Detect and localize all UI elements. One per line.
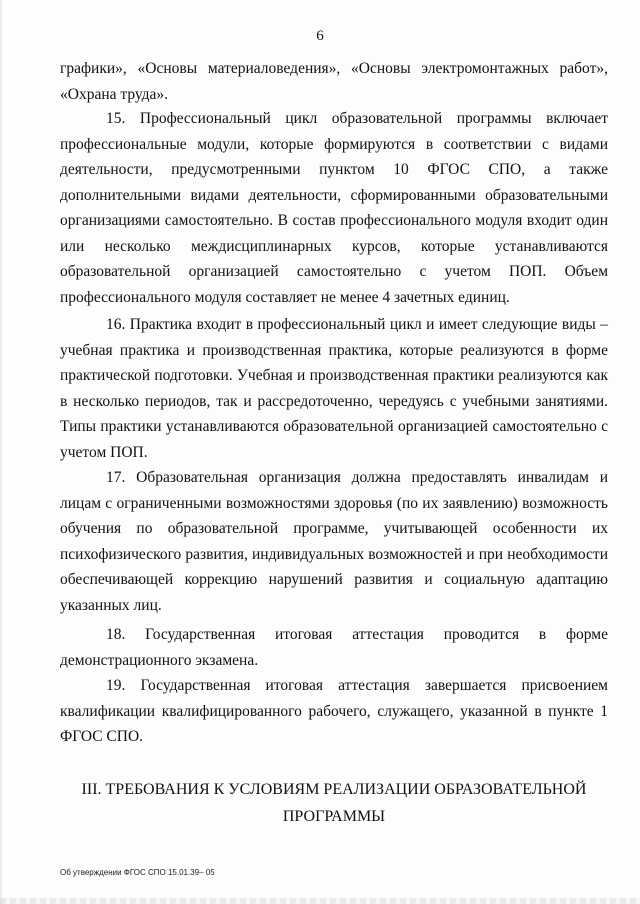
paragraph-15 (60, 106, 608, 310)
section-title: III. ТРЕБОВАНИЯ К УСЛОВИЯМ РЕАЛИЗАЦИИ ОБРАЗОВАТЕЛЬНОЙ ПРОГРАММЫ (81, 781, 587, 825)
paragraph-19 (60, 673, 608, 750)
paragraph-text: 19. Государственная итоговая аттестация завершается присвоением квалификации квалифицированного рабочего, служащего, указанной в пункте 1 ФГОС СПО. (60, 677, 608, 745)
footer-note: Об утверждении ФГОС СПО 15.01.39– 05 (60, 868, 215, 877)
page-number: 6 (316, 28, 324, 44)
paragraph-text: 17. Образовательная организация должна предоставлять инвалидам и лицам с ограниченными возможностями здоровья (по их заявлению) возможность обучения по образовательной программе, учитывающей особенности их психофизического развития, индивидуальных возможностей и при необходимости обеспечивающей коррекцию нарушений развития и социальную адаптацию указанных лиц. (60, 469, 608, 614)
paragraph-16 (60, 312, 608, 465)
paragraph-18 (60, 622, 608, 673)
paragraph-continuation (60, 56, 608, 107)
paragraph-17 (60, 465, 608, 618)
scan-left-edge (0, 0, 3, 904)
paragraph-text: 16. Практика входит в профессиональный цикл и имеет следующие виды – учебная практика и производственная практика, которые реализуются в форме практической подготовки. Учебная и производственная практики реализуются как в несколько периодов, так и рассредоточенно, чередуясь с учебными занятиями. Типы практики устанавливаются образовательной организацией самостоятельно с учетом ПОП. (60, 316, 608, 461)
scan-bottom-edge (0, 898, 640, 904)
paragraph-text: 15. Профессиональный цикл образовательной программы включает профессиональные модули, которые формируются в соответствии с видами деятельности, предусмотренными пунктом 10 ФГОС СПО, а также дополнительными видами деятельности, сформированными образовательными организациями самостоятельно. В состав профессионального модуля входит один или несколько междисциплинарных курсов, которые устанавливаются образовательной организацией самостоятельно с учетом ПОП. Объем профессионального модуля составляет не менее 4 зачетных единиц. (60, 110, 608, 306)
paragraph-text: 18. Государственная итоговая аттестация проводится в форме демонстрационного экзамена. (60, 626, 608, 669)
paragraph-text: графики», «Основы материаловедения», «Основы электромонтажных работ», «Охрана труда». (60, 60, 608, 103)
